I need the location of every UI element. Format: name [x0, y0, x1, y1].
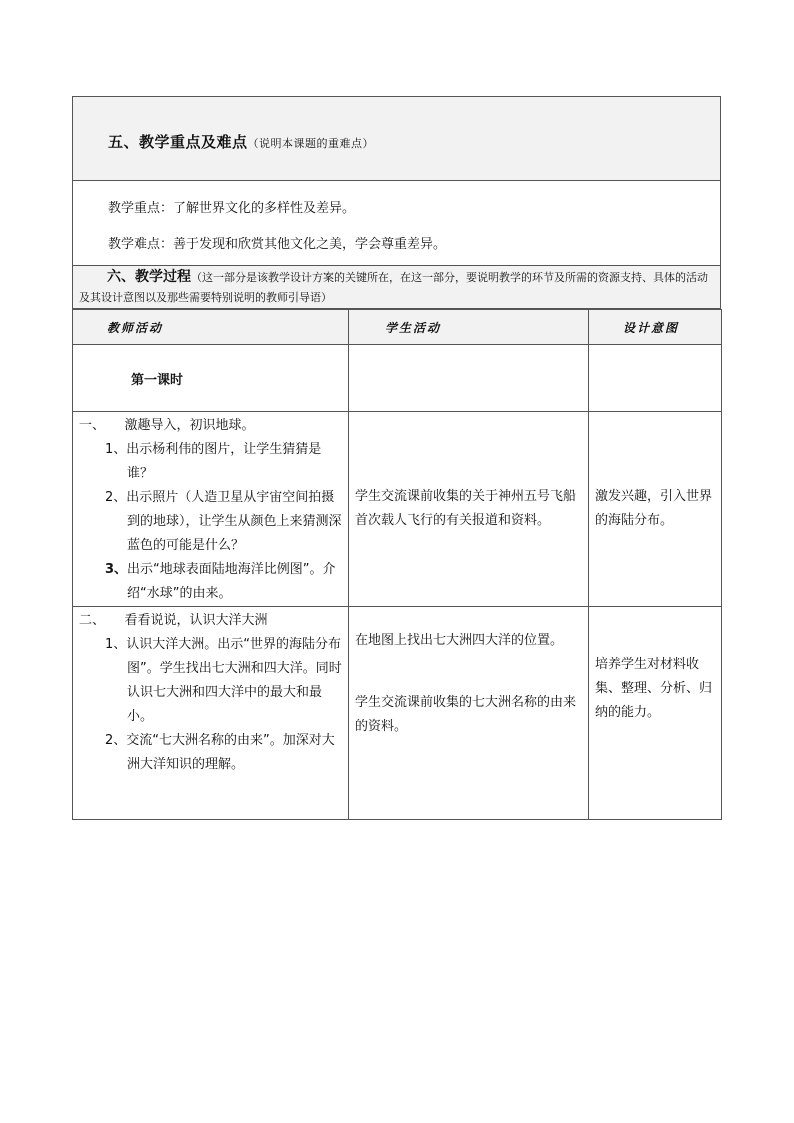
header-student: 学生活动 [349, 310, 589, 345]
table-row [73, 607, 722, 820]
difficulty: 教学难点：善于发现和欣赏其他文化之美，学会尊重差异。 [108, 237, 447, 252]
design-intent-1: 激发兴趣，引入世界的海陆分布。 [589, 412, 722, 607]
section-6-title: 六、教学过程 [107, 269, 191, 285]
process-table [72, 309, 722, 820]
lesson-row [73, 345, 722, 412]
section-5-body [73, 181, 720, 266]
section-6-header [73, 266, 720, 309]
section-5 [72, 96, 721, 309]
table-header-row [73, 310, 722, 345]
teacher-activity-2: 二、 看看说说，认识大洋大洲 1、认识大洋大洲。出示“世界的海陆分布图”。学生找出七大洲和四大洋。同时认识七大洲和四大洋中的最大和最小。 2、交流“七大洲名称的由来”。加深对大洲大洋知识的理解。 [73, 607, 349, 820]
key-point: 教学重点：了解世界文化的多样性及差异。 [108, 201, 356, 216]
design-intent-2: 培养学生对材料收集、整理、分析、归纳的能力。 [589, 607, 722, 820]
document-page [72, 96, 721, 820]
table-row [73, 412, 722, 607]
student-activity-2: 在地图上找出七大洲四大洋的位置。 学生交流课前收集的七大洲名称的由来的资料。 [349, 607, 589, 820]
section-5-title: 五、教学重点及难点（说明本课题的重难点） [108, 133, 375, 151]
section-5-note: （说明本课题的重难点） [247, 137, 375, 150]
student-activity-1: 学生交流课前收集的关于神州五号飞船首次载人飞行的有关报道和资料。 [349, 412, 589, 607]
section-6-note: （这一部分是该教学设计方案的关键所在，在这一部分，要说明教学的环节及所需的资源支持、具体的活动及其设计意图以及那些需要特别说明的教师引导语） [79, 271, 708, 304]
teacher-activity-1: 一、 激趣导入，初识地球。 1、出示杨利伟的图片，让学生猜猜是谁？ 2、出示照片（人造卫星从宇宙空间拍摄到的地球），让学生从颜色上来猜测深蓝色的可能是什么？ 3、出示“地球表面陆地海洋比例图”。介绍“水球”的由来。 [73, 412, 349, 607]
header-teacher: 教师活动 [73, 310, 349, 345]
header-design: 设计意图 [589, 310, 722, 345]
section-5-header [73, 97, 720, 181]
lesson-label: 第一课时 [131, 373, 184, 388]
